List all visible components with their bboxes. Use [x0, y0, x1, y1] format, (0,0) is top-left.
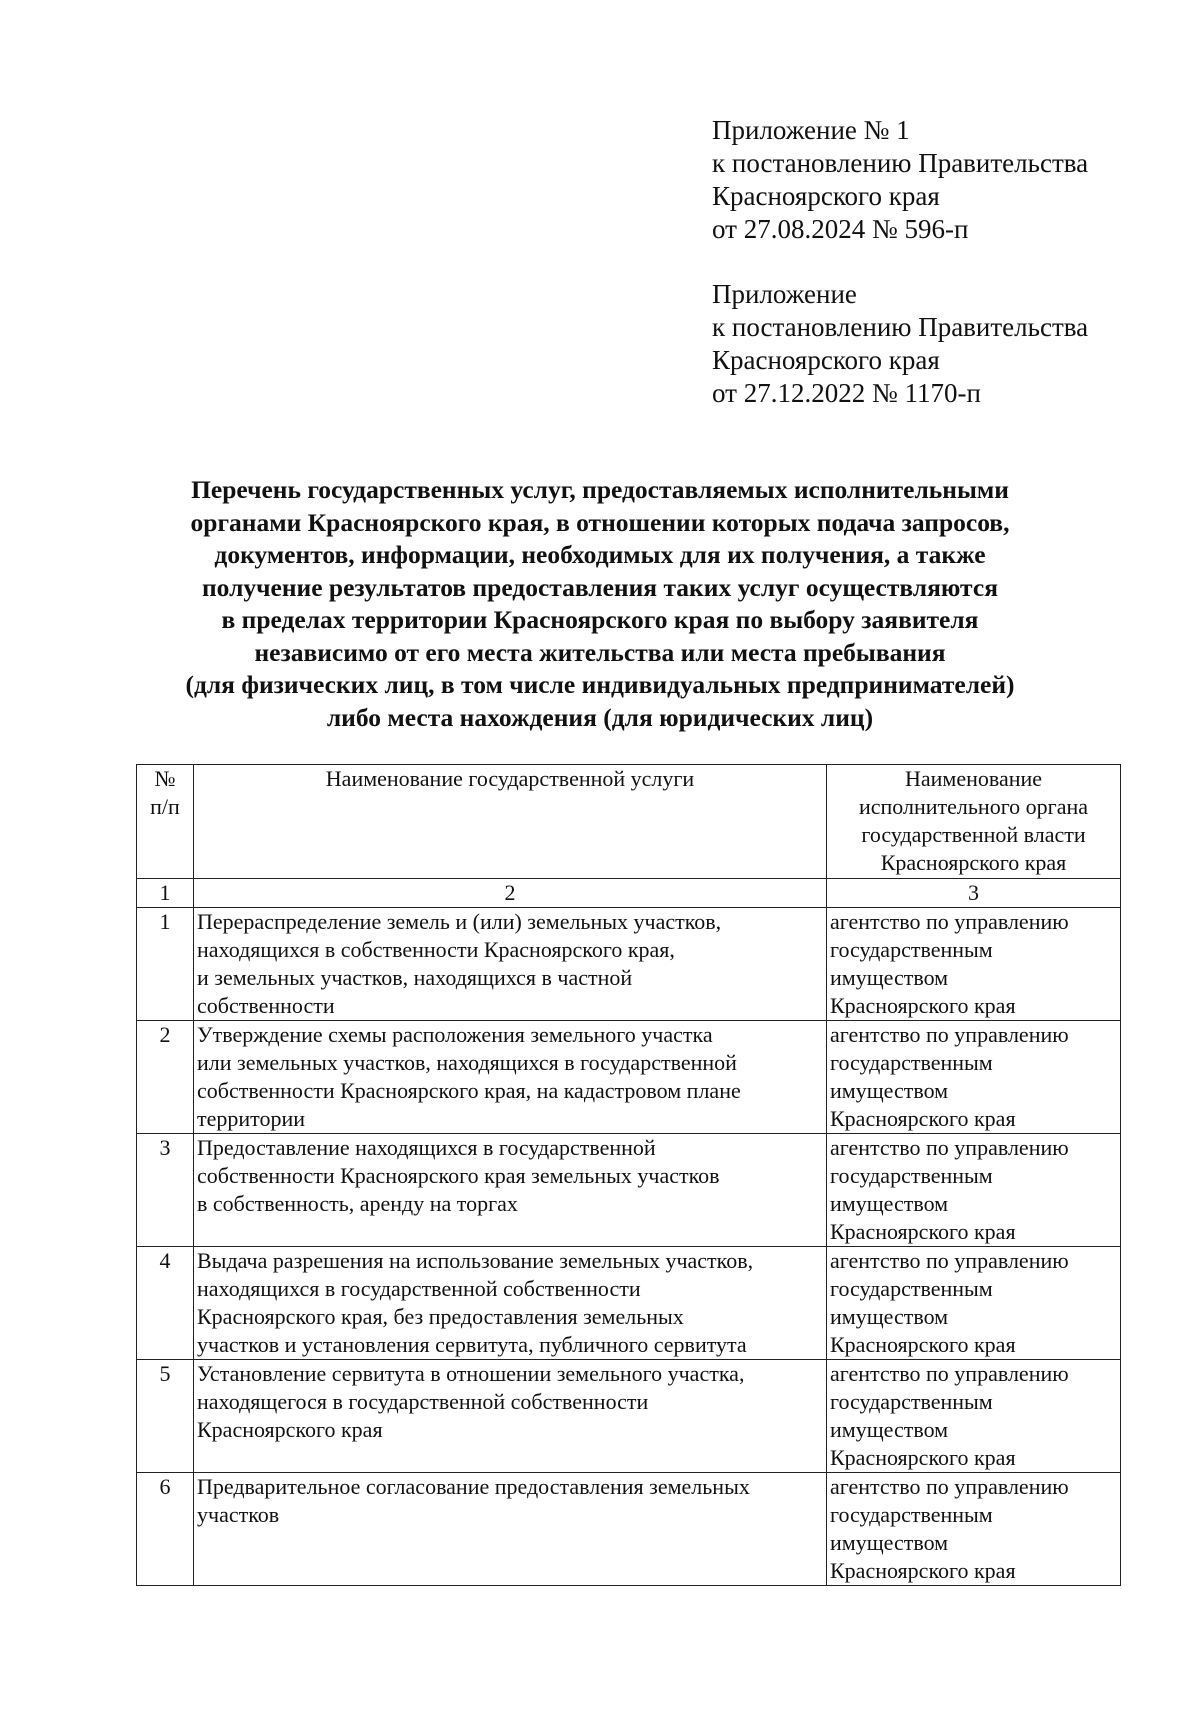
organ-line: имуществом — [830, 1530, 949, 1555]
column-index-row — [137, 879, 1121, 908]
row-number: 5 — [137, 1360, 194, 1473]
organ-line: агентство по управлению — [830, 1135, 1069, 1160]
service-name — [194, 1473, 827, 1586]
organ-line: государственным — [830, 1050, 993, 1075]
service-line: или земельных участков, находящихся в государственной — [197, 1050, 737, 1075]
organ-line: государственным — [830, 1163, 993, 1188]
appendix-2-header — [712, 278, 1152, 410]
organ-line: агентство по управлению — [830, 1361, 1069, 1386]
row-number: 6 — [137, 1473, 194, 1586]
organ-line: Красноярского края — [830, 1106, 1016, 1131]
header-service-name-line: Наименование государственной услуги — [325, 766, 695, 791]
table-row — [137, 1473, 1121, 1586]
service-line: Перераспределение земель и (или) земельных участков, — [197, 909, 722, 934]
appendix-1-line: Приложение № 1 — [712, 115, 910, 145]
row-number: 2 — [137, 1021, 194, 1134]
service-line: в собственность, аренду на торгах — [197, 1191, 518, 1216]
organ-name — [827, 1360, 1121, 1473]
document-title — [100, 474, 1100, 734]
header-organ-line: государственной власти — [861, 822, 1086, 847]
title-line: органами Красноярского края, в отношении которых подача запросов, — [190, 507, 1010, 537]
title-line: либо места нахождения (для юридических лиц) — [326, 702, 874, 732]
header-organ-line: Красноярского края — [880, 850, 1067, 875]
organ-line: Красноярского края — [830, 1219, 1016, 1244]
organ-name — [827, 1134, 1121, 1247]
organ-name — [827, 1473, 1121, 1586]
header-organ-line: исполнительного органа — [858, 794, 1088, 819]
service-line: Предварительное согласование предоставления земельных — [197, 1474, 750, 1499]
appendix-1-line: к постановлению Правительства — [712, 148, 1089, 178]
service-line: находящегося в государственной собственности — [197, 1389, 649, 1414]
services-table — [136, 764, 1121, 1586]
organ-line: государственным — [830, 1502, 993, 1527]
service-line: Красноярского края, без предоставления земельных — [197, 1304, 684, 1329]
organ-line: государственным — [830, 937, 993, 962]
service-line: собственности — [197, 993, 335, 1018]
header-number-line: п/п — [150, 794, 180, 819]
organ-line: Красноярского края — [830, 993, 1016, 1018]
service-line: находящихся в государственной собственности — [197, 1276, 641, 1301]
table-row — [137, 908, 1121, 1021]
appendix-2-line: к постановлению Правительства — [712, 312, 1089, 342]
row-number: 3 — [137, 1134, 194, 1247]
organ-line: агентство по управлению — [830, 1248, 1069, 1273]
organ-line: имуществом — [830, 1417, 949, 1442]
service-name — [194, 1021, 827, 1134]
column-index: 2 — [194, 879, 827, 908]
column-index: 1 — [137, 879, 194, 908]
service-line: участков и установления сервитута, публичного сервитута — [197, 1332, 747, 1357]
organ-line: государственным — [830, 1389, 993, 1414]
table-row — [137, 1360, 1121, 1473]
service-line: собственности Красноярского края земельных участков — [197, 1163, 720, 1188]
title-line: независимо от его места жительства или места пребывания — [254, 637, 946, 667]
service-line: и земельных участков, находящихся в частной — [197, 965, 633, 990]
organ-line: государственным — [830, 1276, 993, 1301]
service-line: участков — [197, 1502, 280, 1527]
service-name — [194, 908, 827, 1021]
service-line: Предоставление находящихся в государственной — [197, 1135, 656, 1160]
service-line: территории — [197, 1106, 306, 1131]
appendix-2-line: Приложение — [712, 279, 857, 309]
service-name — [194, 1134, 827, 1247]
organ-line: имуществом — [830, 1078, 949, 1103]
organ-line: имуществом — [830, 1191, 949, 1216]
header-number-line: № — [154, 766, 176, 791]
organ-name — [827, 1247, 1121, 1360]
table-header-row — [137, 765, 1121, 879]
title-line: получение результатов предоставления таких услуг осуществляются — [201, 572, 998, 602]
table-row — [137, 1021, 1121, 1134]
service-name — [194, 1360, 827, 1473]
service-line: Установление сервитута в отношении земельного участка, — [197, 1361, 745, 1386]
appendix-2-line: от 27.12.2022 № 1170-п — [712, 378, 981, 408]
service-line: собственности Красноярского края, на кадастровом плане — [197, 1078, 741, 1103]
service-line: находящихся в собственности Красноярского края, — [197, 937, 675, 962]
organ-line: агентство по управлению — [830, 1022, 1069, 1047]
row-number: 1 — [137, 908, 194, 1021]
header-service-name — [194, 765, 827, 879]
appendix-2-line: Красноярского края — [712, 345, 940, 375]
appendix-1-line: от 27.08.2024 № 596-п — [712, 214, 969, 244]
organ-line: агентство по управлению — [830, 1474, 1069, 1499]
title-line: (для физических лиц, в том числе индивидуальных предпринимателей) — [185, 670, 1015, 699]
row-number: 4 — [137, 1247, 194, 1360]
organ-line: имуществом — [830, 1304, 949, 1329]
appendix-1-line: Красноярского края — [712, 181, 940, 211]
organ-name — [827, 908, 1121, 1021]
title-line: Перечень государственных услуг, предоставляемых исполнительными — [191, 475, 1009, 504]
service-line: Утверждение схемы расположения земельного участка — [197, 1022, 713, 1047]
column-index: 3 — [827, 879, 1121, 908]
organ-line: агентство по управлению — [830, 909, 1069, 934]
header-organ — [827, 765, 1121, 879]
appendix-1-header — [712, 114, 1152, 246]
table-row — [137, 1247, 1121, 1360]
table-row — [137, 1134, 1121, 1247]
service-line: Выдача разрешения на использование земельных участков, — [197, 1248, 754, 1273]
organ-line: имуществом — [830, 965, 949, 990]
title-line: документов, информации, необходимых для их получения, а также — [214, 540, 986, 569]
organ-line: Красноярского края — [830, 1445, 1016, 1470]
service-line: Красноярского края — [197, 1417, 383, 1442]
header-number — [137, 765, 194, 879]
organ-line: Красноярского края — [830, 1558, 1016, 1583]
service-name — [194, 1247, 827, 1360]
organ-name — [827, 1021, 1121, 1134]
header-organ-line: Наименование — [904, 766, 1043, 791]
title-line: в пределах территории Красноярского края по выбору заявителя — [221, 605, 979, 634]
organ-line: Красноярского края — [830, 1332, 1016, 1357]
